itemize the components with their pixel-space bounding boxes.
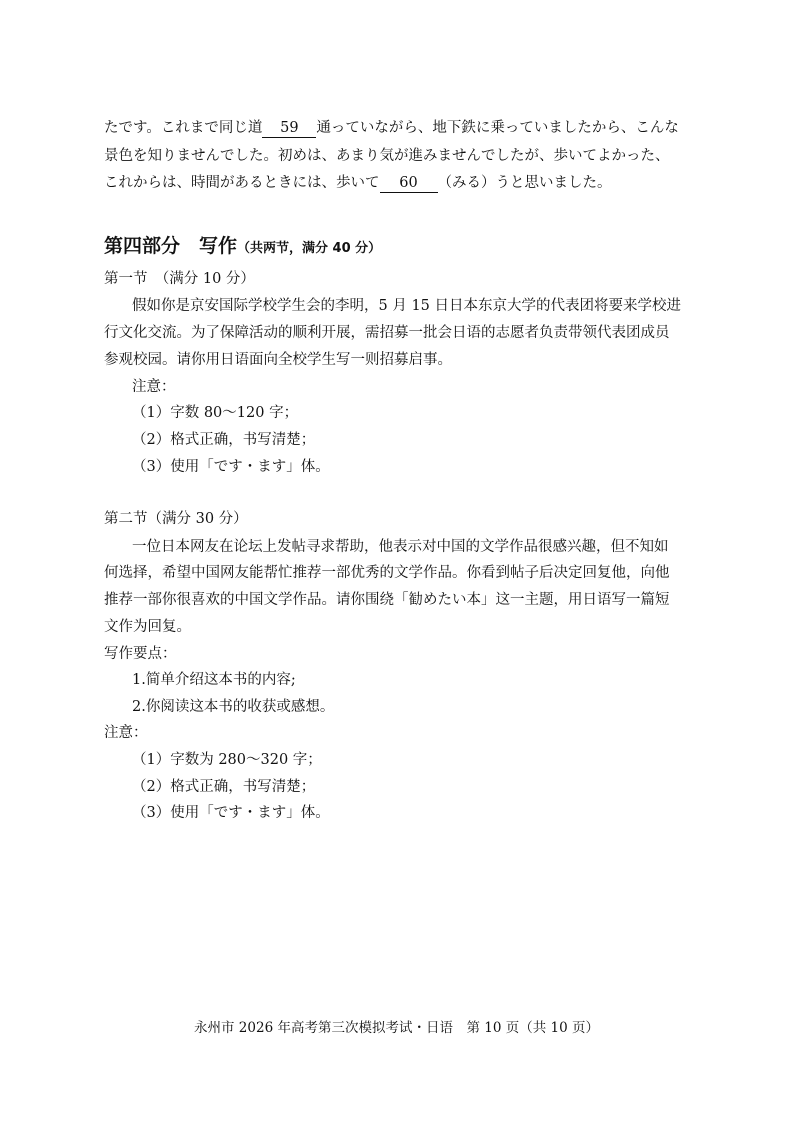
section2-point: 2.你阅读这本书的收获或感想。: [132, 699, 335, 715]
passage-line-3: [104, 173, 612, 193]
passage-line-2: 景色を知りませんでした。初めは、あまり気が進みませんでしたが、歩いてよかった、: [104, 148, 670, 164]
section2-para-line: 一位日本网友在论坛上发帖寻求帮助，他表示对中国的文学作品很感兴趣，但不知如: [132, 539, 669, 555]
section1-note: （1）字数 80～120 字；: [132, 405, 299, 421]
section1-para-line: 假如你是京安国际学校学生会的李明，5 月 15 日日本东京大学的代表团将要来学校进: [132, 298, 682, 314]
part4-heading: [104, 231, 381, 258]
section1-title: 第一节 （满分 10 分）: [104, 271, 255, 287]
section2-note: （3）使用「です・ます」体。: [132, 805, 330, 821]
section1-para-line: 行文化交流。为了保障活动的顺利开展，需招募一批会日语的志愿者负责带领代表团成员: [104, 325, 670, 341]
page-footer: 永州市 2026 年高考第三次模拟考试・日语 第 10 页（共 10 页）: [194, 1020, 599, 1036]
section2-para-line: 推荐一部你很喜欢的中国文学作品。请你围绕「勧めたい本」这一主题，用日语写一篇短: [104, 592, 670, 608]
section2-note: （2）格式正确，书写清楚；: [132, 779, 316, 795]
section1-note: （2）格式正确，书写清楚；: [132, 432, 316, 448]
part4-title: 第四部分 写作: [104, 235, 238, 257]
section2-note: （1）字数为 280～320 字；: [132, 752, 322, 768]
section2-title: 第二节（满分 30 分）: [104, 511, 248, 527]
section1-notice-label: 注意：: [132, 379, 176, 395]
section2-notice-label: 注意：: [104, 725, 148, 741]
passage-text: （みる）うと思いました。: [437, 175, 612, 191]
part4-note: （共两节，满分 40 分）: [237, 241, 382, 256]
passage-line-1: [104, 118, 679, 138]
passage-text: たです。これまで同じ道: [104, 120, 263, 136]
section2-para-line: 何选择，希望中国网友能帮忙推荐一部优秀的文学作品。你看到帖子后决定回复他，向他: [104, 565, 670, 581]
section2-para-line: 文作为回复。: [104, 619, 191, 635]
passage-text: これからは、時間があるときには、歩いて: [104, 175, 380, 191]
blank-59: 59: [262, 119, 316, 138]
section1-note: （3）使用「です・ます」体。: [132, 459, 330, 475]
section1-para-line: 参观校园。请你用日语面向全校学生写一则招募启事。: [104, 352, 452, 368]
blank-60: 60: [380, 174, 438, 193]
section2-points-label: 写作要点：: [104, 646, 177, 662]
passage-text: 通っていながら、地下鉄に乗っていましたから、こんな: [316, 120, 679, 136]
section2-point: 1.简单介绍这本书的内容;: [132, 672, 296, 688]
